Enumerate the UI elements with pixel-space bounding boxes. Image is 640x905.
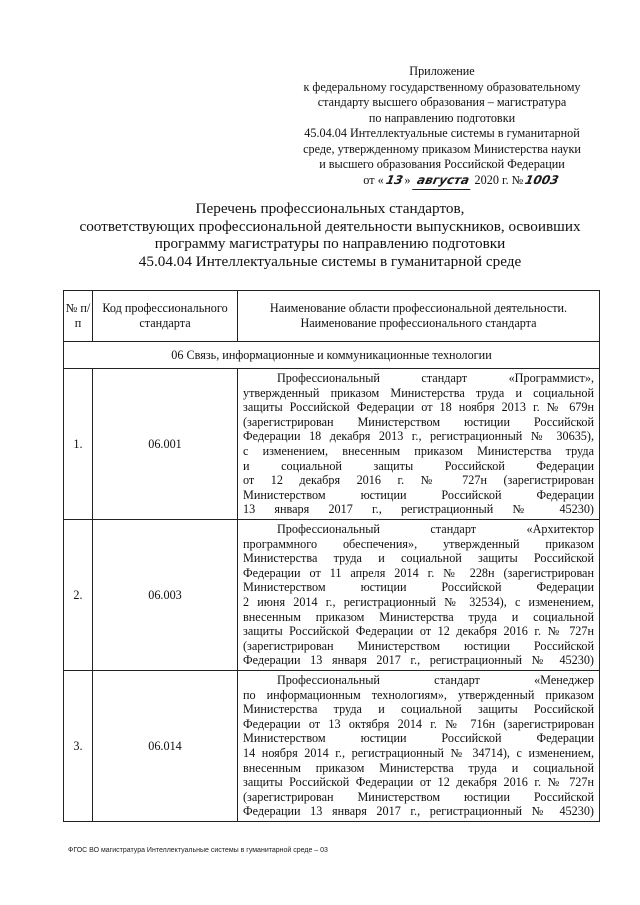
header-name (238, 291, 600, 342)
row-number: 2. (64, 520, 93, 671)
document-title (60, 200, 600, 270)
date-year: 2020 г. № (474, 172, 524, 187)
appendix-line: к федеральному государственному образовательному (303, 79, 581, 94)
appendix-line: среде, утвержденному приказом Министерства науки (303, 141, 581, 156)
row-number: 1. (64, 369, 93, 520)
table-header-row (64, 291, 600, 342)
standards-table (63, 290, 600, 822)
row-standard-name: Профессиональный стандарт «Программист», утвержденный приказом Министерства труда и социальной защиты Российской Федерации от 18 ноября 2013 г. № 679н (зарегистрирован Министерством юстиции Российской Федерации 18 декабря 2013 г., регистрационный № 30635), с изменением, внесенным приказом Министерства труда и социальной защиты Российской Федерации от 12 декабря 2016 г. № 727н (зарегистрирован Министерством юстиции Российской Федерации 13 января 2017 г., регистрационный № 45230) (238, 369, 600, 520)
handwritten-day: 13 (384, 172, 405, 187)
appendix-line: 45.04.04 Интеллектуальные системы в гуманитарной (304, 126, 580, 140)
appendix-date-line (292, 173, 592, 190)
header-name-line: Наименование области профессиональной деятельности. (269, 301, 568, 316)
table-row (64, 520, 600, 671)
page-footer: ФГОС ВО магистратура Интеллектуальные системы в гуманитарной среде – 03 (68, 847, 328, 854)
title-line: соответствующих профессиональной деятельности выпускников, освоивших (79, 217, 581, 235)
handwritten-month: августа (412, 173, 473, 190)
title-line: программу магистратуры по направлению подготовки (154, 235, 506, 252)
row-standard-name: Профессиональный стандарт «Архитектор программного обеспечения», утвержденный приказом Министерства труда и социальной защиты Российской Федерации от 11 апреля 2014 г. № 228н (зарегистрирован Министерством юстиции Российской Федерации 2 июня 2014 г., регистрационный № 32534), с изменением, внесенным приказом Министерства труда и социальной защиты Российской Федерации от 12 декабря 2016 г. № 727н (зарегистрирован Министерством юстиции Российской Федерации 13 января 2017 г., регистрационный № 45230) (238, 520, 600, 671)
appendix-line: стандарту высшего образования – магистратура (317, 95, 567, 109)
appendix-line: и высшего образования Российской Федерации (319, 157, 565, 171)
date-prefix: от « (363, 172, 384, 187)
appendix-header (292, 64, 592, 189)
row-standard-name: Профессиональный стандарт «Менеджер по информационным технологиям», утвержденный приказом Министерства труда и социальной защиты Российской Федерации от 13 октября 2014 г. № 716н (зарегистрирован Министерством юстиции Российской Федерации 14 ноября 2014 г., регистрационный № 34714), с изменением, внесенным приказом Министерства труда и социальной защиты Российской Федерации от 12 декабря 2016 г. № 727н (зарегистрирован Министерством юстиции Российской Федерации 13 января 2017 г., регистрационный № 45230) (238, 670, 600, 821)
handwritten-order-number: 1003 (523, 172, 561, 187)
section-row (64, 342, 600, 369)
title-line: Перечень профессиональных стандартов, (195, 200, 465, 217)
appendix-line: по направлению подготовки (368, 110, 516, 125)
header-number: № п/п (64, 291, 93, 342)
date-separator: » (404, 172, 411, 187)
row-code: 06.001 (93, 369, 238, 520)
section-title: 06 Связь, информационные и коммуникационные технологии (64, 342, 600, 369)
title-line: 45.04.04 Интеллектуальные системы в гуманитарной среде (138, 252, 522, 270)
row-code: 06.014 (93, 670, 238, 821)
appendix-title: Приложение (409, 64, 475, 78)
table-row (64, 670, 600, 821)
row-number: 3. (64, 670, 93, 821)
table-row (64, 369, 600, 520)
header-code: Код профессионального стандарта (93, 291, 238, 342)
header-name-line: Наименование профессионального стандарта (300, 316, 537, 330)
row-code: 06.003 (93, 520, 238, 671)
